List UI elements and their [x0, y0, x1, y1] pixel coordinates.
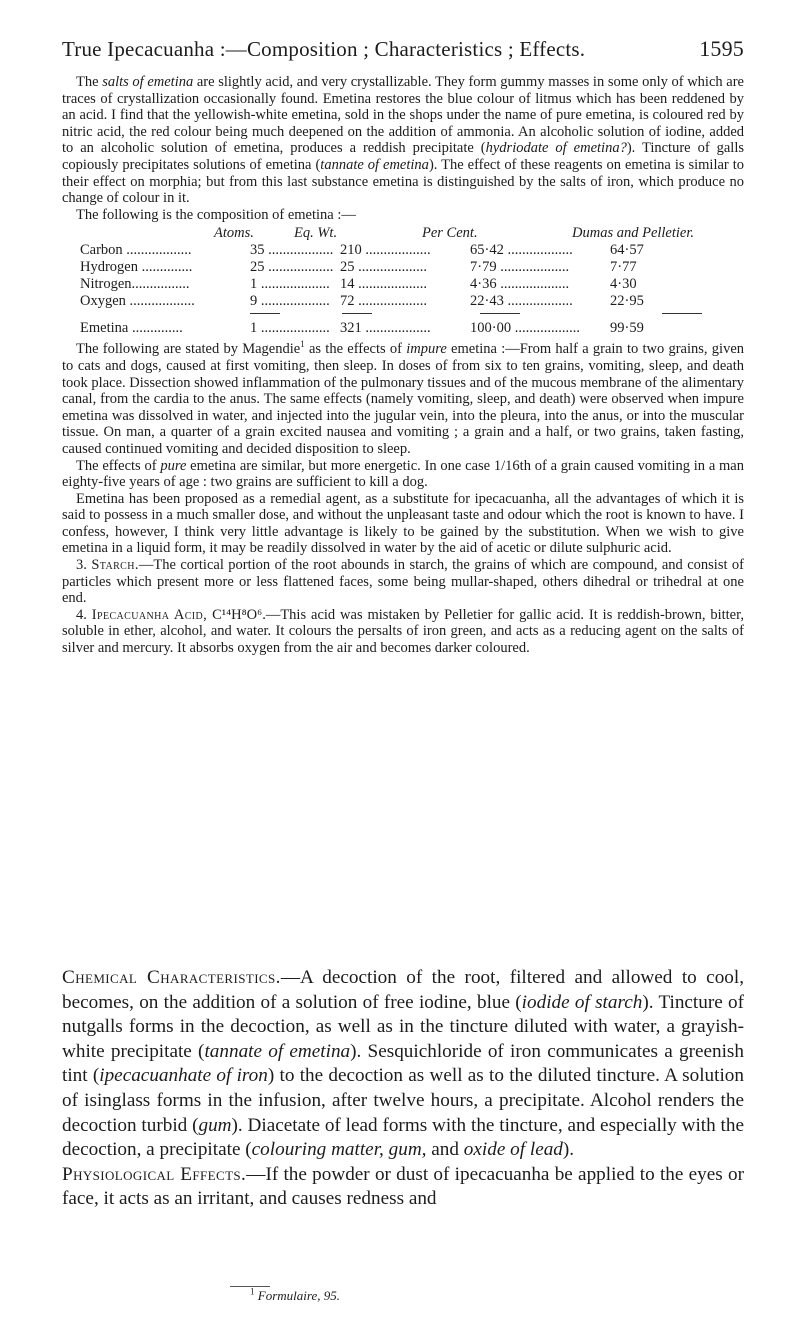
- large-print-block: [62, 966, 744, 1212]
- table-row: Carbon .................. 35 .................. 210 .................. 65·42 .................. 64·57: [80, 242, 644, 259]
- col-eq-wt: Eq. Wt.: [294, 225, 338, 242]
- sum-rule: [342, 313, 372, 314]
- table-row: Nitrogen................ 1 ................... 14 ................... 4·36 ................... 4·30: [80, 276, 637, 293]
- term-salts-of-emetina: salts of emetina: [102, 74, 194, 90]
- sum-rules: [62, 310, 744, 320]
- footnote: $^1$ Formulaire, 95.: [250, 1286, 340, 1303]
- table-row: Oxygen .................. 9 ................... 72 ................... 22·43 .................. 22·95: [80, 293, 644, 310]
- small-print-block: [62, 74, 744, 657]
- footnote-ref[interactable]: 1: [300, 339, 305, 350]
- sum-rule: [480, 313, 520, 314]
- paragraph-physiological-effects: Physiological Effects.—If the powder or dust of ipecacuanha be applied to the eyes or face, it acts as an irritant, and causes redness and: [62, 1163, 744, 1210]
- paragraph-composition-intro: The following is the composition of emetina :—: [76, 206, 356, 223]
- paragraph-pure-emetina: The effects of pure emetina are similar, but more energetic. In one case 1/16th of a grain caused vomiting in a man eighty-five years of age : two grains are sufficient to kill a dog.: [62, 457, 744, 491]
- composition-header-row: [62, 225, 744, 242]
- paragraph-starch: 3. Starch.—The cortical portion of the root abounds in starch, the grains of which are compound, and consist of particles which present more or less flattened faces, some being mullar-shaped, others dihedral or trihedral at one end.: [62, 557, 745, 607]
- paragraph-remedial: Emetina has been proposed as a remedial agent, as a substitute for ipecacuanha, all the advantages of which it is said to possess in a much smaller dose, and without the unpleasant taste and odour which the root is known to have. I confess, however, I think very little advantage is likely to be gained by the substitution. When we wish to give emetina in a liquid form, it may be readily dissolved in water by the aid of acetic or dilute sulphuric acid.: [62, 490, 744, 557]
- running-header: [62, 36, 744, 62]
- composition-table: [62, 225, 744, 337]
- heading-starch: Starch.: [91, 557, 139, 574]
- paragraph-salts: The salts of emetina are slightly acid, and very crystallizable. They form gummy masses in some only of which are traces of crystallization occasionally found. Emetina restores the blue colour of litmus which has been reddened by an acid. I find that the yellowish-white emetina, sold in the shops under the name of pure emetina, is coloured red by nitric acid, the red colour being much deepened on the addition of ammonia. An alcoholic solution of iodine, added to an alcoholic solution of emetina, produces a reddish precipitate (hydriodate of emetina?). Tincture of galls copiously precipitates solutions of emetina (tannate of emetina). The effect of these reagents on emetina is similar to their effect on morphia; but from this last substance emetina is distinguished by the salts of iron, which produce no change of colour in it.: [62, 74, 745, 207]
- paragraph-chemical-characteristics: Chemical Characteristics.—A decoction of the root, filtered and allowed to cool, becomes, on the addition of a solution of free iodine, blue (iodide of starch). Tincture of nutgalls forms in the decoction, as well as in the tincture diluted with water, a grayish-white precipitate (tannate of emetina). Sesquichloride of iron communicates a greenish tint (ipecacuanhate of iron) to the decoction as well as to the diluted tincture. A solution of isinglass forms in the infusion, after twelve hours, a precipitate. Alcohol renders the decoction turbid (gum). Diacetate of lead forms with the tincture, and especially with the decoction, a precipitate (colouring matter, gum, and oxide of lead).: [62, 967, 745, 1161]
- heading-physiological-effects: Physiological Effects.: [62, 1163, 247, 1185]
- table-row-total: Emetina .............. 1 ................... 321 .................. 100·00 .................. 99·59: [80, 320, 644, 337]
- col-dumas-pelletier: Dumas and Pelletier.: [572, 225, 695, 242]
- table-row: Hydrogen .............. 25 .................. 25 ................... 7·79 ................... 7·77: [80, 259, 637, 276]
- col-per-cent: Per Cent.: [422, 225, 478, 242]
- paragraph-ipecacuanha-acid: 4. Ipecacuanha Acid, C¹⁴H⁸O⁶.—This acid was mistaken by Pelletier for gallic acid. It is reddish-brown, bitter, soluble in ether, alcohol, and water. It colours the persalts of iron green, and acts as a reducing agent on the salts of silver and mercury. It absorbs oxygen from the air and becomes darker coloured.: [62, 606, 744, 657]
- col-atoms: Atoms.: [214, 225, 254, 242]
- heading-ipecacuanha-acid: Ipecacuanha Acid,: [91, 606, 208, 623]
- footnote-text: Formulaire, 95.: [254, 1288, 340, 1303]
- paragraph-magendie: The following are stated by Magendie$^1$ as the effects of impure emetina :—From half a grain to two grains, given to cats and dogs, caused at first vomiting, then sleep. In doses of from six to ten grains, vomiting, sleep, and death took place. Dissection showed inflammation of the pulmonary tissues and of the mucous membrane of the alimentary canal, from the cardia to the anus. The same effects (namely vomiting, sleep, and death) were observed when impure emetina was dissolved in water, and injected into the jugular vein, into the pleura, into the anus, or into the muscular tissue. On man, a quarter of a grain excited nausea and vomiting ; a grain and a half, or two grains, taken fasting, caused continued vomiting and decided disposition to sleep.: [62, 339, 745, 457]
- sum-rule: [250, 313, 280, 314]
- fraction: 1/16: [493, 457, 520, 474]
- sum-rule: [662, 313, 702, 314]
- header-title: True Ipecacuanha :—Composition ; Characteristics ; Effects.: [62, 37, 586, 61]
- page-number: 1595: [699, 36, 744, 61]
- heading-chemical-characteristics: Chemical Characteristics.: [62, 967, 281, 988]
